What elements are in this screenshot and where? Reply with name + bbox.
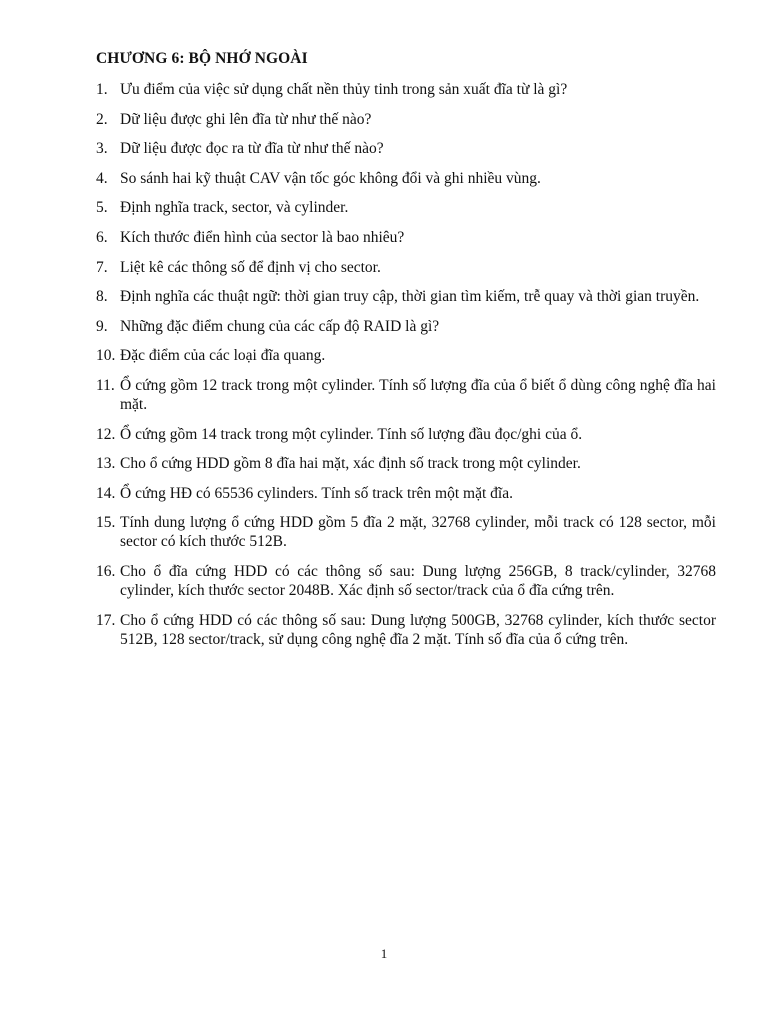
question-text: Dữ liệu được ghi lên đĩa từ như thế nào? <box>120 110 372 128</box>
question-text: Định nghĩa track, sector, và cylinder. <box>120 199 349 217</box>
question-item <box>96 169 716 188</box>
question-number: 4. <box>96 169 108 187</box>
question-text: Đặc điểm của các loại đĩa quang. <box>120 347 326 365</box>
question-number: 6. <box>96 228 108 246</box>
question-number: 9. <box>96 317 108 335</box>
question-item <box>96 562 716 600</box>
question-text: Những đặc điểm chung của các cấp độ RAID là gì? <box>120 317 440 335</box>
question-text: Cho ổ cứng HDD có các thông số sau: Dung lượng 500GB, 32768 cylinder, kích thước sector 512B, 128 sector/track, sử dụng công nghệ đĩa 2 mặt. Tính số đĩa của ổ cứng trên. <box>120 611 716 648</box>
question-item <box>96 198 716 217</box>
question-text: Ổ cứng gồm 14 track trong một cylinder. Tính số lượng đầu đọc/ghi của ổ. <box>120 425 583 443</box>
question-number: 2. <box>96 110 108 128</box>
question-number: 8. <box>96 288 108 306</box>
question-item <box>96 228 716 247</box>
question-item <box>96 376 716 414</box>
question-number: 7. <box>96 258 108 276</box>
question-text: Ổ cứng gồm 12 track trong một cylinder. Tính số lượng đĩa của ổ biết ổ dùng công nghệ đĩa hai mặt. <box>120 376 716 413</box>
question-item <box>96 258 716 277</box>
question-number: 11. <box>96 376 115 394</box>
question-text: Dữ liệu được đọc ra từ đĩa từ như thế nào? <box>120 140 384 158</box>
question-number: 10. <box>96 347 116 365</box>
question-number: 14. <box>96 484 116 502</box>
question-item <box>96 287 716 306</box>
question-number: 5. <box>96 199 108 217</box>
question-text: So sánh hai kỹ thuật CAV vận tốc góc không đổi và ghi nhiều vùng. <box>120 169 541 187</box>
question-item <box>96 454 716 473</box>
question-number: 15. <box>96 514 116 532</box>
question-number: 3. <box>96 140 108 158</box>
question-text: Ưu điểm của việc sử dụng chất nền thủy tinh trong sản xuất đĩa từ là gì? <box>120 81 568 98</box>
question-text: Tính dung lượng ổ cứng HDD gồm 5 đĩa 2 mặt, 32768 cylinder, mỗi track có 128 sector, mỗi sector có kích thước 512B. <box>120 514 716 551</box>
question-number: 13. <box>96 455 116 473</box>
question-number: 1. <box>96 81 108 98</box>
question-item <box>96 317 716 336</box>
question-item <box>96 611 716 649</box>
question-text: Cho ổ đĩa cứng HDD có các thông số sau: Dung lượng 256GB, 8 track/cylinder, 32768 cylinder, kích thước sector 2048B. Xác định số sector/track của ổ đĩa cứng trên. <box>120 562 716 599</box>
question-text: Cho ổ cứng HDD gồm 8 đĩa hai mặt, xác định số track trong một cylinder. <box>120 455 581 473</box>
question-text: Liệt kê các thông số để định vị cho sector. <box>120 258 381 276</box>
question-item <box>96 346 716 365</box>
page-title: CHƯƠNG 6: BỘ NHỚ NGOÀI <box>96 50 308 67</box>
question-text: Kích thước điển hình của sector là bao nhiêu? <box>120 228 405 246</box>
page-number: 1 <box>380 946 388 961</box>
question-item <box>96 139 716 158</box>
question-list <box>96 80 716 659</box>
question-item <box>96 110 716 129</box>
question-item <box>96 80 716 99</box>
question-text: Ổ cứng HĐ có 65536 cylinders. Tính số track trên một mặt đĩa. <box>120 484 513 502</box>
question-item <box>96 425 716 444</box>
question-item <box>96 484 716 503</box>
question-number: 16. <box>96 562 116 580</box>
question-text: Định nghĩa các thuật ngữ: thời gian truy cập, thời gian tìm kiếm, trễ quay và thời gian truyền. <box>120 288 700 306</box>
question-item <box>96 513 716 551</box>
question-number: 17. <box>96 611 116 629</box>
question-number: 12. <box>96 425 116 443</box>
